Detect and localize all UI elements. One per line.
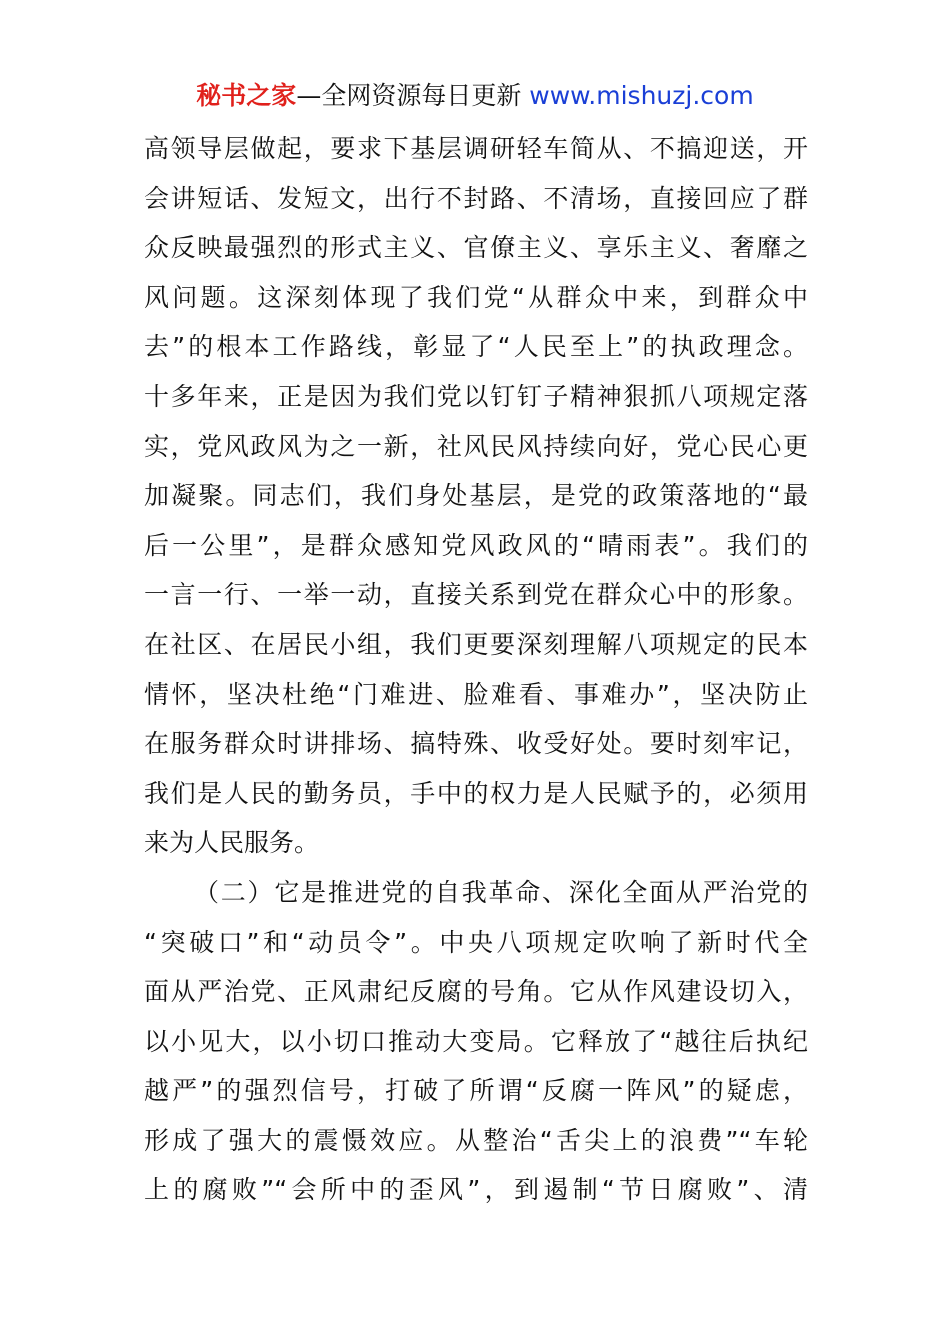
text-line: 十多年来，正是因为我们党以钉钉子精神狠抓八项规定落 [144, 381, 808, 411]
text-line: 来为人民服务。 [144, 828, 320, 858]
text-line: 风问题。这深刻体现了我们党“从群众中来，到群众中 [144, 282, 808, 312]
text-line: 越严”的强烈信号，打破了所谓“反腐一阵风”的疑虑， [144, 1076, 808, 1106]
text-line: 情怀，坚决杜绝“门难进、脸难看、事难办”，坚决防止 [144, 679, 808, 709]
text-line: 实，党风政风为之一新，社风民风持续向好，党心民心更 [144, 431, 808, 461]
text-line: 会讲短话、发短文，出行不封路、不清场，直接回应了群 [144, 183, 808, 213]
text-line: 加凝聚。同志们，我们身处基层，是党的政策落地的“最 [144, 481, 808, 511]
text-line: 去”的根本工作路线，彰显了“人民至上”的执政理念。 [144, 332, 808, 362]
text-line: 一言一行、一举一动，直接关系到党在群众心中的形象。 [144, 580, 808, 610]
text-line: “突破口”和“动员令”。中央八项规定吹响了新时代全 [144, 927, 808, 957]
site-url-link[interactable]: www.mishuzj.com [529, 81, 754, 110]
site-brand: 秘书之家 [196, 81, 297, 110]
text-line: 形成了强大的震慑效应。从整治“舌尖上的浪费”“车轮 [144, 1125, 808, 1155]
text-line: （二）它是推进党的自我革命、深化全面从严治党的 [194, 877, 808, 907]
text-line: 高领导层做起，要求下基层调研轻车简从、不搞迎送，开 [144, 134, 808, 163]
text-line: 上的腐败”“会所中的歪风”，到遏制“节日腐败”、清 [144, 1175, 808, 1205]
text-line: 以小见大，以小切口推动大变局。它释放了“越往后执纪 [144, 1026, 808, 1056]
text-line: 面从严治党、正风肃纪反腐的号角。它从作风建设切入， [144, 977, 808, 1007]
site-tagline: —全网资源每日更新 [296, 81, 530, 110]
text-line: 在社区、在居民小组，我们更要深刻理解八项规定的民本 [144, 629, 808, 659]
text-line: 众反映最强烈的形式主义、官僚主义、享乐主义、奢靡之 [144, 233, 808, 263]
text-line: 在服务群众时讲排场、搞特殊、收受好处。要时刻牢记， [144, 729, 808, 759]
document-body [144, 124, 808, 1215]
text-line: 后一公里”，是群众感知党风政风的“晴雨表”。我们的 [144, 530, 808, 560]
text-line: 我们是人民的勤务员，手中的权力是人民赋予的，必须用 [144, 778, 808, 808]
page-header [0, 78, 950, 114]
